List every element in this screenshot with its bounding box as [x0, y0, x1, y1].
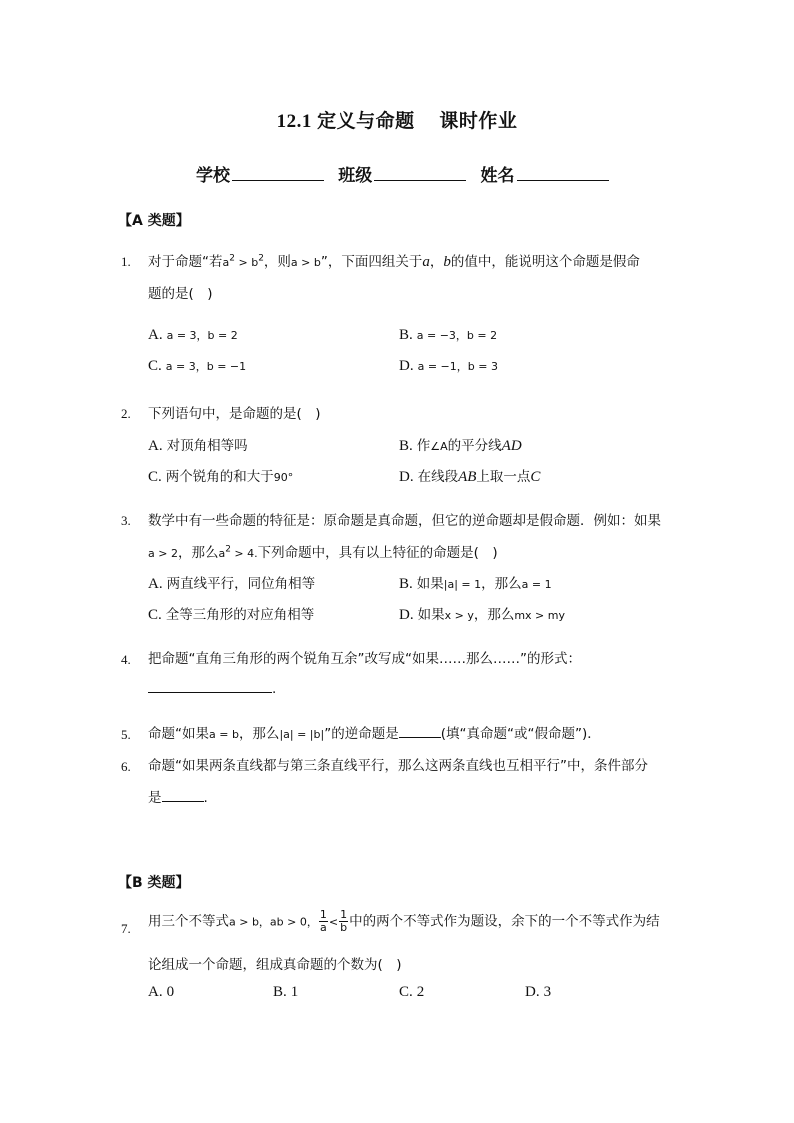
option-a[interactable]: A. 0	[148, 984, 175, 1000]
question-2-stem: 下列语句中，是命题的是( )	[148, 406, 321, 422]
question-number: 1.	[121, 254, 131, 269]
section-b-heading: 【B 类题】	[118, 875, 190, 891]
option-b[interactable]: B. 作∠A的平分线AD	[399, 438, 522, 454]
question-number: 7.	[121, 921, 131, 936]
option-c[interactable]: C. 全等三角形的对应角相等	[148, 607, 315, 623]
option-d[interactable]: D. 3	[525, 984, 552, 1000]
option-b[interactable]: B. 1	[273, 984, 299, 1000]
question-1-stem: 对于命题“若$a^2 > b^2$，则a > b”，下面四组关于a，b的值中，能说明这个命题是假命	[148, 253, 640, 270]
question-number: 2.	[121, 406, 131, 421]
option-b[interactable]: B. 如果|a| = 1，那么a = 1	[399, 576, 552, 592]
question-number: 5.	[121, 727, 131, 742]
option-a[interactable]: A. a = 3，b = 2	[148, 327, 238, 343]
question-3-stem-line2: a > 2，那么$a^2 > 4$.下列命题中，具有以上特征的命题是( )	[148, 544, 498, 561]
fraction-1-over-a: $\frac{1}{a}$	[319, 908, 327, 934]
option-a[interactable]: A. 对顶角相等吗	[148, 438, 248, 454]
page-title: 12.1 定义与命题 课时作业	[276, 111, 518, 132]
answer-blank[interactable]	[148, 678, 272, 693]
answer-blank[interactable]	[399, 723, 441, 738]
option-c[interactable]: C. 2	[399, 984, 425, 1000]
option-d[interactable]: D. 如果x > y，那么mx > my	[399, 607, 565, 623]
question-5-stem: 命题“如果a = b，那么|a| = |b|”的逆命题是 (填“真命题“或“假命题”)．	[148, 722, 601, 742]
option-d[interactable]: D. 在线段AB上取一点C	[399, 469, 541, 485]
question-6-stem: 命题“如果两条直线都与第三条直线平行，那么这两条直线也互相平行”中，条件部分	[148, 758, 648, 774]
fraction-1-over-b: $\frac{1}{b}$	[340, 908, 348, 934]
answer-blank[interactable]	[162, 787, 204, 802]
question-number: 3.	[121, 513, 131, 528]
option-a[interactable]: A. 两直线平行，同位角相等	[148, 576, 316, 592]
option-d[interactable]: D. a = −1，b = 3	[399, 358, 498, 374]
class-label: 班级	[338, 166, 373, 185]
name-label: 姓名	[480, 166, 515, 185]
name-field[interactable]	[517, 163, 609, 181]
section-a-heading: 【A 类题】	[118, 213, 190, 229]
question-number: 6.	[121, 759, 131, 774]
question-number: 4.	[121, 652, 131, 667]
question-6-answer: 是 .	[148, 786, 208, 806]
option-c[interactable]: C. 两个锐角的和大于90°	[148, 469, 294, 485]
option-b[interactable]: B. a = −3，b = 2	[399, 327, 498, 343]
school-field[interactable]	[232, 163, 324, 181]
question-4-answer: .	[148, 678, 276, 697]
option-c[interactable]: C. a = 3，b = −1	[148, 358, 247, 374]
question-7-stem: 用三个不等式a > b，ab > 0， $\frac{1}{a}$ < $\frac{1}{b}$ 中的两个不等式作为题设，余下的一个不等式作为结	[148, 908, 660, 934]
question-4-stem: 把命题“直角三角形的两个锐角互余”改写成“如果……那么……”的形式：	[148, 651, 581, 667]
question-1-stem-line2: 题的是( )	[148, 286, 213, 302]
question-3-stem: 数学中有一些命题的特征是：原命题是真命题，但它的逆命题却是假命题．例如：如果	[148, 513, 661, 529]
class-field[interactable]	[374, 163, 466, 181]
school-label: 学校	[196, 166, 230, 185]
student-info-row	[196, 161, 619, 186]
question-7-stem-line2: 论组成一个命题，组成真命题的个数为( )	[148, 957, 402, 973]
